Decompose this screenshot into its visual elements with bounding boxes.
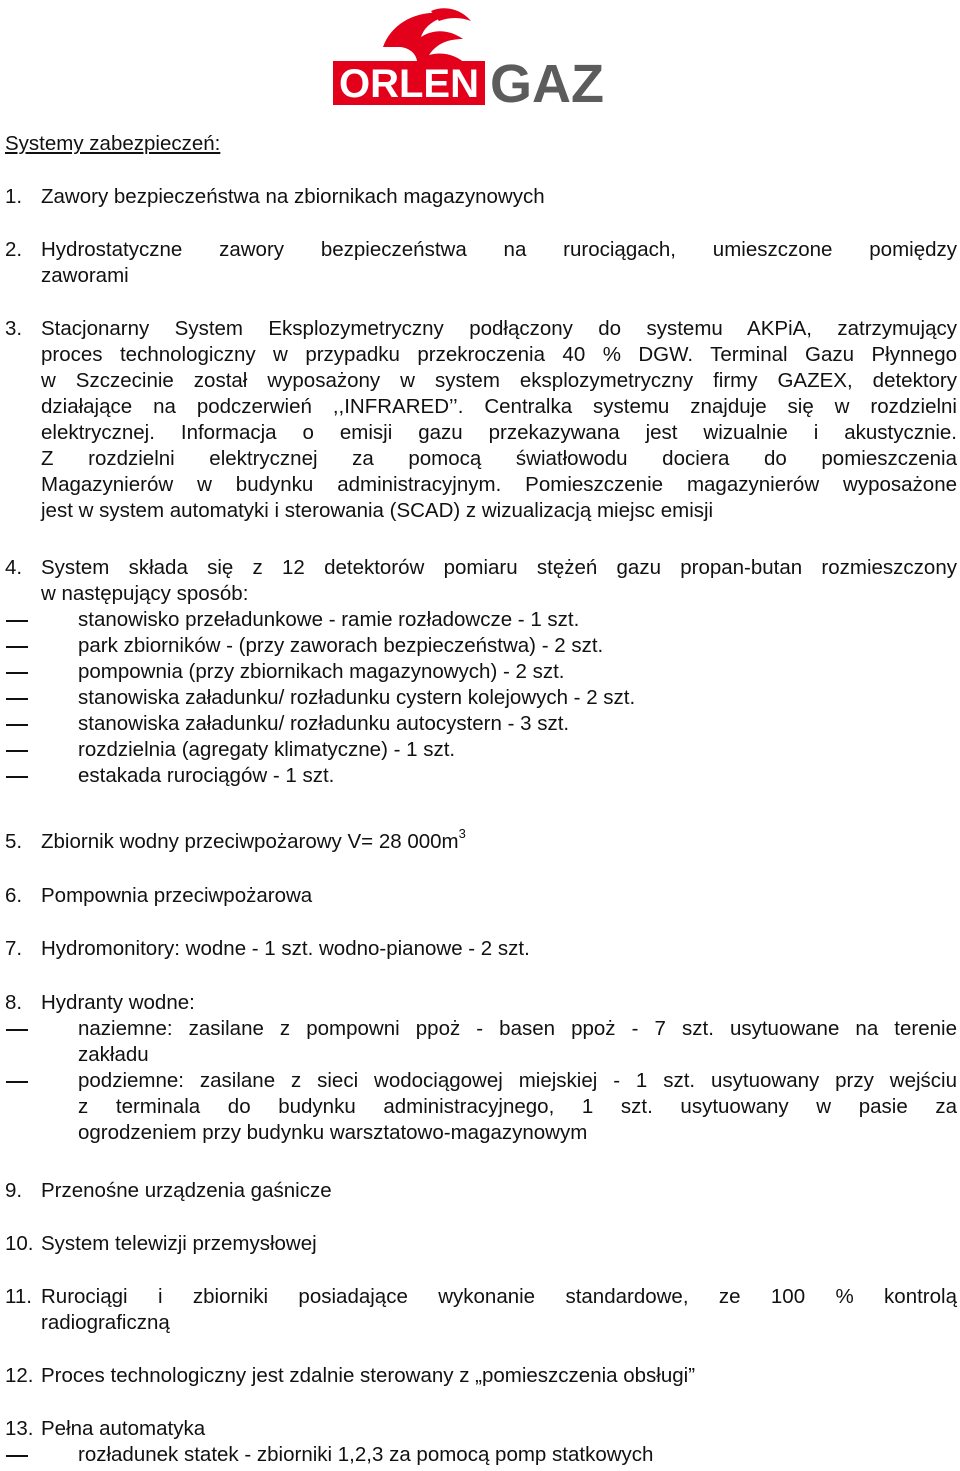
item-text: Pełna automatyka xyxy=(41,1417,206,1440)
item-text-line: Magazynierów w budynku administracyjnym. Pomieszczenie magazynierów wyposażone xyxy=(41,473,957,496)
dash-item-text: rozładunek statek - zbiorniki 1,2,3 za pomocą pomp statkowych xyxy=(78,1443,654,1466)
dash-bullet-icon xyxy=(6,724,28,726)
item-number: 3. xyxy=(5,317,23,340)
item-text: Przenośne urządzenia gaśnicze xyxy=(41,1179,332,1202)
dash-item-text: stanowiska załadunku/ rozładunku autocystern - 3 szt. xyxy=(78,712,570,735)
item-text: Zbiornik wodny przeciwpożarowy V= 28 $000m^3$ xyxy=(41,826,466,853)
section-heading: Systemy zabezpieczeń: xyxy=(5,132,221,155)
item-number: 2. xyxy=(5,238,23,261)
dash-item-text: zakładu xyxy=(78,1043,149,1066)
item-text-line: jest w system automatyki i sterowania (SCAD) z wizualizacją miejsc emisji xyxy=(41,499,714,522)
list-item-2 xyxy=(5,237,957,289)
item-text: Pompownia przeciwpożarowa xyxy=(41,884,313,907)
item-number: 6. xyxy=(5,884,23,907)
dash-item-text: pompownia (przy zbiornikach magazynowych) - 2 szt. xyxy=(78,660,565,683)
item-number: 4. xyxy=(5,556,23,579)
item-body xyxy=(41,826,957,855)
dash-item-text: rozdzielnia (agregaty klimatyczne) - 1 szt. xyxy=(78,738,456,761)
item-body xyxy=(41,1416,957,1442)
item-number: 7. xyxy=(5,937,23,960)
item-text-line: Rurociągi i zbiorniki posiadające wykonanie standardowe, ze 100 % kontrolą xyxy=(41,1285,957,1308)
item-text-line: zaworami xyxy=(41,264,129,287)
item-text-line: w następujący sposób: xyxy=(41,582,249,605)
item-text-line: radiograficzną xyxy=(41,1311,170,1334)
dash-bullet-icon xyxy=(6,750,28,752)
dash-list-item xyxy=(5,1016,957,1068)
dash-bullet-icon xyxy=(6,1029,28,1031)
dash-list-item xyxy=(5,737,957,763)
dash-bullet-icon xyxy=(6,1455,28,1457)
dash-bullet-icon xyxy=(6,620,28,622)
dash-item-text: park zbiorników - (przy zaworach bezpieczeństwa) - 2 szt. xyxy=(78,634,604,657)
item-number: 10. xyxy=(5,1232,34,1255)
item-text-line: Z rozdzielni elektrycznej za pomocą światłowodu dociera do pomieszczenia xyxy=(41,447,957,470)
list-item-8 xyxy=(5,990,957,1146)
eagle-icon xyxy=(383,8,471,69)
item-text-line: w Szczecinie został wyposażony w system eksplozymetryczny firmy GAZEX, detektory xyxy=(41,369,957,392)
item-text: Zawory bezpieczeństwa na zbiornikach magazynowych xyxy=(41,185,545,208)
item-body xyxy=(41,316,957,524)
list-item-4 xyxy=(5,555,957,789)
item-text-line: Hydrostatyczne zawory bezpieczeństwa na rurociągach, umieszczone pomiędzy xyxy=(41,238,957,261)
item-body xyxy=(41,555,957,607)
list-item-11 xyxy=(5,1284,957,1336)
item-text: Hydromonitory: wodne - 1 szt. wodno-pianowe - 2 szt. xyxy=(41,937,530,960)
item-text: Proces technologiczny jest zdalnie sterowany z „pomieszczenia obsługi” xyxy=(41,1364,696,1387)
item-text-line: System składa się z 12 detektorów pomiaru stężeń gazu propan-butan rozmieszczony xyxy=(41,556,957,579)
item-text: Hydranty wodne: xyxy=(41,991,195,1014)
item-number: 9. xyxy=(5,1179,23,1202)
dash-list-item xyxy=(5,1442,957,1468)
dash-bullet-icon xyxy=(6,1081,28,1083)
superscript: 3 xyxy=(458,826,466,842)
item-number: 11. xyxy=(5,1285,32,1308)
dash-bullet-icon xyxy=(6,698,28,700)
item-text-line: proces technologiczny w przypadku przekroczenia 40 % DGW. Terminal Gazu Płynnego xyxy=(41,343,957,366)
item-body xyxy=(41,936,957,962)
list-item-6 xyxy=(5,883,957,909)
list-item-7 xyxy=(5,936,957,962)
dash-item-text: estakada rurociągów - 1 szt. xyxy=(78,764,335,787)
list-item-5 xyxy=(5,826,957,855)
logo-word-gaz: GAZ xyxy=(490,54,604,107)
dash-item-text: naziemne: zasilane z pompowni ppoż - basen ppoż - 7 szt. usytuowane na terenie xyxy=(78,1017,957,1040)
item-body xyxy=(41,237,957,289)
list-item-13 xyxy=(5,1416,957,1468)
list-item-12 xyxy=(5,1363,957,1389)
dash-list-item xyxy=(5,659,957,685)
item-text-line: Stacjonarny System Eksplozymetryczny podłączony do systemu AKPiA, zatrzymujący xyxy=(41,317,957,340)
list-item-9 xyxy=(5,1178,957,1204)
item-body xyxy=(41,883,957,909)
dash-bullet-icon xyxy=(6,646,28,648)
item-number: 1. xyxy=(5,185,23,208)
dash-bullet-icon xyxy=(6,672,28,674)
dash-item-text: stanowiska załadunku/ rozładunku cystern kolejowych - 2 szt. xyxy=(78,686,636,709)
list-item-10 xyxy=(5,1231,957,1257)
item-number: 8. xyxy=(5,991,23,1014)
dash-list-item xyxy=(5,1068,957,1146)
list-item-1 xyxy=(5,184,957,210)
item-number: 5. xyxy=(5,830,23,853)
orlen-gaz-logo xyxy=(333,3,608,107)
dash-list-item xyxy=(5,607,957,633)
item-text-line: działające na podczerwień ,,INFRARED’’. Centralka systemu znajduje się w rozdzielni xyxy=(41,395,957,418)
item-text-line: elektrycznej. Informacja o emisji gazu przekazywana jest wizualnie i akustycznie. xyxy=(41,421,957,444)
logo-word-orlen: ORLEN xyxy=(339,62,479,106)
item-body xyxy=(41,1284,957,1336)
dash-list-item xyxy=(5,711,957,737)
dash-item-text: z terminala do budynku administracyjnego, 1 szt. usytuowany w pasie za xyxy=(78,1095,957,1118)
dash-item-text: ogrodzeniem przy budynku warsztatowo-magazynowym xyxy=(78,1121,588,1144)
item-text: System telewizji przemysłowej xyxy=(41,1232,317,1255)
item-body xyxy=(41,1178,957,1204)
dash-list-item xyxy=(5,685,957,711)
item-number: 12. xyxy=(5,1364,34,1387)
dash-item-text: stanowisko przeładunkowe - ramie rozładowcze - 1 szt. xyxy=(78,608,580,631)
item-body xyxy=(41,990,957,1016)
dash-bullet-icon xyxy=(6,776,28,778)
item-number: 13. xyxy=(5,1417,34,1440)
dash-item-text: podziemne: zasilane z sieci wodociągowej miejskiej - 1 szt. usytuowany przy wejściu xyxy=(78,1069,957,1092)
item-body xyxy=(41,184,957,210)
item-body xyxy=(41,1231,957,1257)
item-body xyxy=(41,1363,957,1389)
dash-list-item xyxy=(5,763,957,789)
dash-list-item xyxy=(5,633,957,659)
list-item-3 xyxy=(5,316,957,524)
